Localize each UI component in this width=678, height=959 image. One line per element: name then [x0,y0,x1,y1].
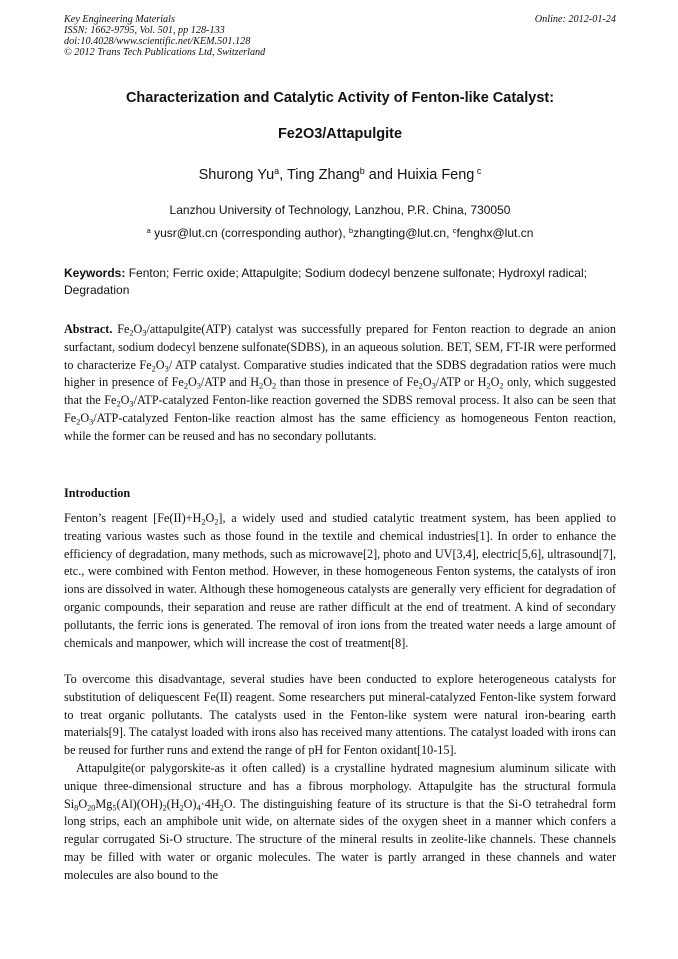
paragraph-text: Fenton’s reagent [Fe(II)+H [64,511,202,525]
abstract-text: /ATP-catalyzed Fenton-like reaction governed the SDBS removal process. It also can be seen that Fe [64,393,616,425]
doi-line: doi:10.4028/www.scientific.net/KEM.501.128 [64,36,251,47]
abstract-label: Abstract. [64,322,113,336]
email-mark: c [452,225,457,235]
author-list [64,167,616,183]
subscript: 2 [179,803,184,813]
author-1-mark: a [274,166,280,177]
abstract [64,321,616,446]
abstract-text: /ATP and H [200,375,260,390]
subscript: 2 [129,328,134,338]
subscript: 2 [201,517,206,527]
abstract-text: O [422,375,432,390]
paragraph-text: (H [166,796,180,811]
email-mark: b [349,225,354,235]
subscript: 2 [151,364,156,374]
subscript: 2 [272,381,277,391]
subscript: 2 [116,399,121,409]
abstract-text: O [133,322,143,336]
journal-header [64,14,616,58]
subscript: 2 [219,803,224,813]
keywords-text: Fenton; Ferric oxide; Attapulgite; Sodium dodecyl benzene sulfonate; Hydroxyl radical; Degradation [64,266,587,297]
paragraph-text: O [78,796,88,811]
subscript: 3 [129,399,134,409]
subscript: 5 [112,803,117,813]
abstract-text: than those in presence of Fe [276,375,419,390]
subscript: 2 [418,381,423,391]
abstract-text: O [187,375,197,390]
paragraph-text: Attapulgite(or palygorskite-as it often called) is a crystalline hydrated magnesium aluminum silicate with unique three-dimensional structure and has a fibrous morphology. Attapulgite has the structural formula Si [64,761,616,811]
abstract-text: O [263,375,272,390]
abstract-text: O [155,357,165,372]
abstract-text: O [80,410,90,425]
author-3: Huixia Feng [397,167,475,183]
author-separator: , [279,167,287,183]
subscript: 3 [89,417,94,427]
online-date: Online: 2012-01-24 [534,14,616,25]
author-3-mark: c [474,166,482,177]
paper-title-line2: Fe2O3/Attapulgite [277,126,403,142]
subscript: 3 [164,364,169,374]
affiliation: Lanzhou University of Technology, Lanzhou, P.R. China, 730050 [169,203,511,217]
keywords-label: Keywords: [64,266,126,280]
subscript: 2 [486,381,491,391]
subscript: 20 [87,803,96,813]
author-2-mark: b [359,166,365,177]
subscript: 2 [162,803,167,813]
paragraph-text: (Al)(OH) [116,796,163,811]
subscript: 2 [259,381,264,391]
email-1: yusr@lut.cn (corresponding author), [150,226,350,240]
subscript: 2 [183,381,188,391]
abstract-text: only, which suggested that the Fe [64,375,616,408]
intro-paragraph-2: To overcome this disadvantage, several studies have been conducted to explore heterogeneous catalysts for substitution of deliquescent Fe(II) reagent. Some researchers put mineral-catalyzed Fenton-like system forward to treat organic pollutants. The catalysts used in the Fenton-like system were natural iron-bearing earth materials[9]. The catalyst loaded with irons also has received many attentions. The catalyst loaded with irons can be reused for further runs and extend the range of pH for Fenton oxidant[10-15]. [64,672,616,758]
subscript: 3 [196,381,201,391]
copyright-line: © 2012 Trans Tech Publications Ltd, Switzerland [64,47,266,58]
keywords [64,265,616,299]
abstract-text: /ATP-catalyzed Fenton-like reaction almost has the same efficiency as homogeneous Fenton reaction, while the former can be reused and has no secondary pollutants. [64,410,616,443]
subscript: 2 [214,517,219,527]
subscript: 2 [76,417,81,427]
email-line [64,226,616,240]
abstract-text: Fe [112,322,130,336]
subscript: 3 [431,381,436,391]
abstract-text: /attapulgite(ATP) catalyst was successfully prepared for Fenton reaction to degrade an anion surfactant, sodium dodecyl benzene sulfonate(SDBS), in an aqueous solution. BET, SEM, FT-IR were performed to characterize Fe [64,322,616,372]
paragraph-text: ·4H [200,796,220,811]
abstract-text: O [120,393,130,408]
abstract-text: / ATP catalyst. Comparative studies indicated that the SDBS degradation ratios were much higher in presence of Fe [64,357,616,390]
section-heading-introduction: Introduction [64,486,131,500]
paper-title-line1: Characterization and Catalytic Activity of Fenton-like Catalyst: [125,90,555,106]
issn-line: ISSN: 1662-9795, Vol. 501, pp 128-133 [64,25,225,36]
paragraph-text: O. The distinguishing feature of its structure is that the Si-O tetrahedral form long strips, each an amphibole unit wide, on alternate sides of the oxygen sheet in a manner which confers a regular corrugated Si-O structure. The structure of the mineral results in zeolite-like channels. These channels may be filled with water or organic molecules. The water is partly arranged in these channels and water molecules are also bound to the [64,796,616,882]
author-separator: and [364,167,397,183]
abstract-text: /ATP or H [435,375,487,390]
author-2: Ting Zhang [286,167,360,183]
subscript: 3 [142,328,147,338]
subscript: 4 [196,803,201,813]
author-1: Shurong Yu [198,167,275,183]
subscript: 2 [499,381,504,391]
abstract-text: O [490,375,500,390]
journal-name: Key Engineering Materials [64,14,175,25]
paragraph-text: ], a widely used and studied catalytic treatment system, has been applied to treating various wastes such as those found in the textile and chemical industries[1]. In order to enhance the efficiency of degradation, many methods, such as microwave[2], photo and UV[3,4], electric[5,6], ultrasound[7], etc., were combined with Fenton method. However, in these homogeneous Fenton systems, the catalysts of iron ions are dissolved in water. Although these homogeneous catalysts are generally very efficient for degradation of organic compounds, their separation and reuse are rather difficult at the end of treatment. A kind of secondary pollutants, the ferric ions is generated. The removal of iron ions from the treated water needs a large amount of chemicals and manpower, which will increase the cost of treatment[8]. [64,511,616,650]
paragraph-text: Mg [95,796,113,811]
paragraph-text: O [205,511,215,525]
subscript: 8 [74,803,79,813]
intro-paragraph-3 [64,760,616,885]
email-2: zhangting@lut.cn, [353,226,453,240]
email-3: fenghx@lut.cn [456,226,534,240]
intro-paragraph-1 [64,510,616,652]
paragraph-text: O) [183,796,197,811]
email-mark: a [146,225,151,235]
